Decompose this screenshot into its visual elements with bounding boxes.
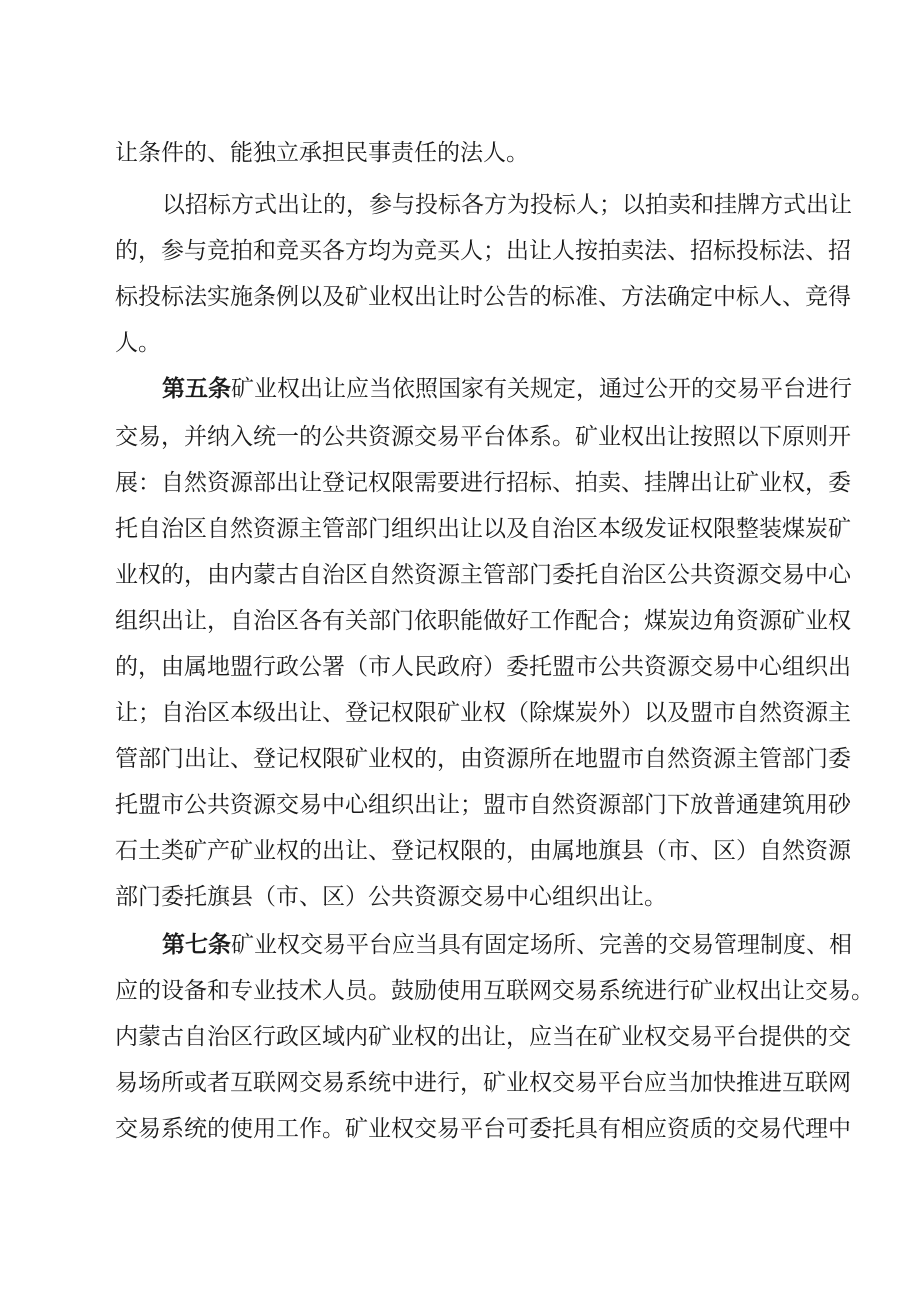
- text-line: 让条件的、能独立承担民事责任的法人。: [115, 140, 529, 166]
- text-line: 交易，并纳入统一的公共资源交易平台体系。矿业权出让按照以下原则开: [115, 424, 851, 450]
- text-line: 管部门出让、登记权限矿业权的，由资源所在地盟市自然资源主管部门委: [115, 746, 851, 772]
- text-line: 矿业权出让应当依照国家有关规定，通过公开的交易平台进行: [231, 376, 852, 402]
- text-line: 部门委托旗县（市、区）公共资源交易中心组织出让。: [115, 884, 667, 910]
- text-line: 以招标方式出让的，参与投标各方为投标人；以拍卖和挂牌方式出让: [162, 192, 852, 218]
- text-line: 石土类矿产矿业权的出让、登记权限的，由属地旗县（市、区）自然资源: [115, 838, 851, 864]
- text-line: 展：自然资源部出让登记权限需要进行招标、拍卖、挂牌出让矿业权，委: [115, 470, 851, 496]
- text-line: 人。: [115, 330, 161, 356]
- article-5-first-line: [162, 366, 852, 412]
- article-5-heading: 第五条: [162, 376, 231, 402]
- article-7-first-line: [162, 922, 852, 968]
- text-line: 托盟市公共资源交易中心组织出让；盟市自然资源部门下放普通建筑用砂: [115, 792, 851, 818]
- text-line: 的，参与竞拍和竞买各方均为竞买人；出让人按拍卖法、招标投标法、招: [115, 238, 851, 264]
- text-line: 易场所或者互联网交易系统中进行，矿业权交易平台应当加快推进互联网: [115, 1070, 851, 1096]
- text-line: 托自治区自然资源主管部门组织出让以及自治区本级发证权限整装煤炭矿: [115, 516, 851, 542]
- article-7-heading: 第七条: [162, 932, 231, 958]
- text-line: 组织出让，自治区各有关部门依职能做好工作配合；煤炭边角资源矿业权: [115, 608, 851, 634]
- text-line: 的，由属地盟行政公署（市人民政府）委托盟市公共资源交易中心组织出: [115, 654, 851, 680]
- text-line: 应的设备和专业技术人员。鼓励使用互联网交易系统进行矿业权出让交易。: [115, 978, 874, 1004]
- text-line: 交易系统的使用工作。矿业权交易平台可委托具有相应资质的交易代理中: [115, 1116, 851, 1142]
- text-line: 让；自治区本级出让、登记权限矿业权（除煤炭外）以及盟市自然资源主: [115, 700, 851, 726]
- text-line: 矿业权交易平台应当具有固定场所、完善的交易管理制度、相: [231, 932, 852, 958]
- text-line: 内蒙古自治区行政区域内矿业权的出让，应当在矿业权交易平台提供的交: [115, 1024, 851, 1050]
- text-line: 业权的，由内蒙古自治区自然资源主管部门委托自治区公共资源交易中心: [115, 562, 851, 588]
- text-line: 标投标法实施条例以及矿业权出让时公告的标准、方法确定中标人、竞得: [115, 284, 851, 310]
